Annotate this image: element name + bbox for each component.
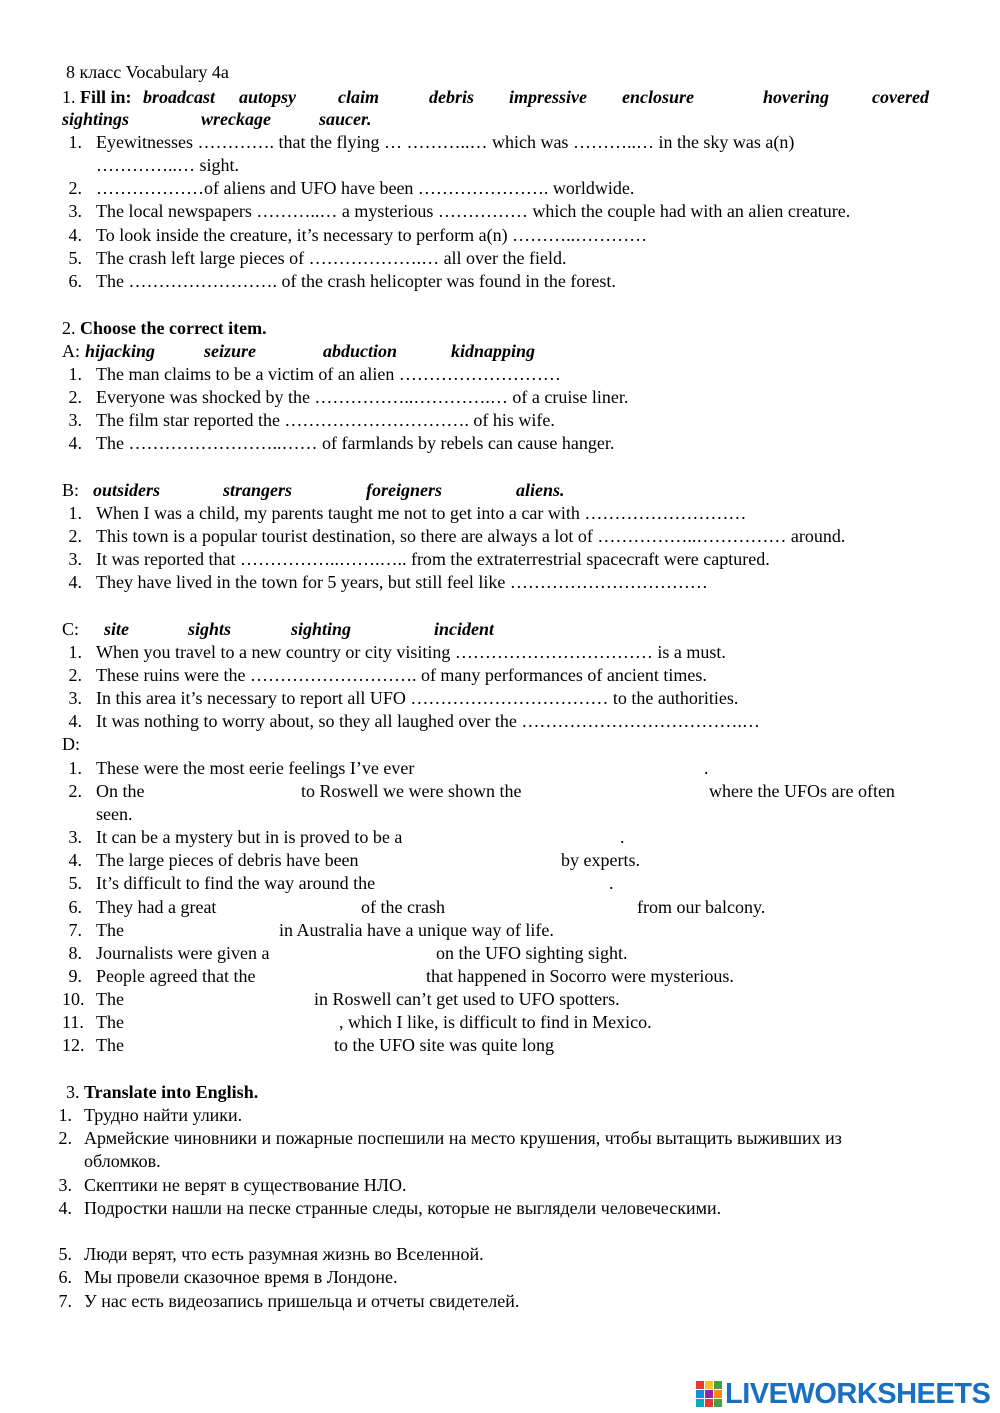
item-number: 2. <box>68 526 82 546</box>
item-number: 1. <box>58 1105 72 1125</box>
partA-item-text: The film star reported the …………………………. of his wife. <box>96 410 555 430</box>
word-bank-item: wreckage <box>201 109 271 129</box>
partC-item-text: These ruins were the ………………………. of many performances of ancient times. <box>96 665 707 685</box>
word-bank-item: claim <box>338 87 379 107</box>
item-number: 6. <box>58 1267 72 1287</box>
item-number: 4. <box>68 711 82 731</box>
task2-heading-line <box>62 317 267 339</box>
partD-item-text: in Roswell can’t get used to UFO spotters. <box>314 989 620 1009</box>
item-number: 3. <box>68 201 82 221</box>
word-bank-item: outsiders <box>93 480 161 500</box>
partD-item-text: These were the most eerie feelings I’ve ever <box>96 758 415 778</box>
partC-item-text: In this area it’s necessary to report all UFO …………………………… to the authorities. <box>96 688 739 708</box>
partB-item-text: It was reported that ……………..…….….. from the extraterrestrial spacecraft were captured. <box>96 549 770 569</box>
item-number: 1. <box>68 503 82 523</box>
partD-item-text: by experts. <box>561 850 640 870</box>
task3-heading: Translate into English. <box>84 1082 259 1102</box>
item-number: 7. <box>58 1291 72 1311</box>
item-number: 1. <box>68 642 82 662</box>
partD-item-text: to Roswell we were shown the <box>301 781 522 801</box>
word-bank-item: strangers <box>223 480 293 500</box>
task2-heading: Choose the correct item. <box>80 318 267 338</box>
task3-item-text: Скептики не верят в существование НЛО. <box>84 1175 407 1195</box>
word-bank-item: foreigners <box>366 480 442 500</box>
task3-item-text: Мы провели сказочное время в Лондоне. <box>84 1267 398 1287</box>
task3-heading-line <box>66 1081 258 1103</box>
partD-item-text: On the <box>96 781 145 801</box>
word-bank-item: impressive <box>509 87 587 107</box>
partD-item-text: seen. <box>96 804 133 824</box>
partC-label: C: <box>62 619 80 639</box>
task3-item-text: У нас есть видеозапись пришельца и отчеты свидетелей. <box>84 1291 520 1311</box>
partD-item-text: . <box>704 758 709 778</box>
item-number: 5. <box>68 873 82 893</box>
item-number: 4. <box>68 850 82 870</box>
partD-item-text: on the UFO sighting sight. <box>436 943 628 963</box>
item-number: 3. <box>68 688 82 708</box>
partB-item-text: They have lived in the town for 5 years, but still feel like …………………………… <box>96 572 708 592</box>
partD-item-text: from our balcony. <box>637 897 766 917</box>
partB-item-text: When I was a child, my parents taught me not to get into a car with ……………………… <box>96 503 747 523</box>
partD-item-text: where the UFOs are often <box>709 781 895 801</box>
task1-number: 1. <box>62 87 76 107</box>
task3-item-text: Люди верят, что есть разумная жизнь во Вселенной. <box>84 1244 484 1264</box>
task1-item-text: Eyewitnesses …………. that the flying … ………..… which was ………..… in the sky was a(n) <box>96 132 795 152</box>
item-number: 1. <box>68 132 82 152</box>
word-bank-item: saucer. <box>319 109 372 129</box>
partA-item-text: The man claims to be a victim of an alien ……………………… <box>96 364 561 384</box>
task2-number: 2. <box>62 318 76 338</box>
partD-item-text: that happened in Socorro were mysterious. <box>426 966 734 986</box>
task1-item-text: To look inside the creature, it’s necessary to perform a(n) ………..………… <box>96 225 648 245</box>
task1-item-text: ………………of aliens and UFO have been …………………. worldwide. <box>96 178 635 198</box>
task3-number: 3. <box>66 1082 80 1102</box>
word-bank-item: kidnapping <box>451 341 536 361</box>
word-bank-item: enclosure <box>622 87 694 107</box>
item-number: 4. <box>68 433 82 453</box>
word-bank-item: abduction <box>323 341 398 361</box>
word-bank-item: sighting <box>291 619 352 639</box>
partA-item-text: The ……………………..…… of farmlands by rebels can cause hanger. <box>96 433 615 453</box>
partD-item-text: The <box>96 1012 124 1032</box>
word-bank-item: sights <box>188 619 232 639</box>
item-number: 11. <box>62 1012 84 1032</box>
word-bank-item: aliens. <box>516 480 565 500</box>
item-number: 9. <box>68 966 82 986</box>
word-bank-item: sightings <box>62 109 130 129</box>
item-number: 3. <box>68 410 82 430</box>
partA-item-text: Everyone was shocked by the ……………..………….… of a cruise liner. <box>96 387 629 407</box>
word-bank-item: site <box>104 619 129 639</box>
item-number: 4. <box>68 225 82 245</box>
word-bank-item: incident <box>434 619 495 639</box>
word-bank-item: autopsy <box>239 87 297 107</box>
item-number: 4. <box>68 572 82 592</box>
item-number: 3. <box>68 827 82 847</box>
partD-item-text: They had a great <box>96 897 217 917</box>
item-number: 4. <box>58 1198 72 1218</box>
word-bank-item: debris <box>429 87 474 107</box>
partD-item-text: in Australia have a unique way of life. <box>279 920 554 940</box>
task3-item-text: Трудно найти улики. <box>84 1105 243 1125</box>
liveworksheets-logo-icon <box>696 1381 722 1407</box>
item-number: 8. <box>68 943 82 963</box>
item-number: 2. <box>68 178 82 198</box>
partD-item-text: Journalists were given a <box>96 943 270 963</box>
item-number: 2. <box>68 665 82 685</box>
partC-item-text: When you travel to a new country or city visiting …………………………… is a must. <box>96 642 726 662</box>
partD-item-text: of the crash <box>361 897 445 917</box>
task1-heading: Fill in: <box>80 87 132 107</box>
item-number: 7. <box>68 920 82 940</box>
item-number: 2. <box>68 387 82 407</box>
task3-item-text: Армейские чиновники и пожарные поспешили на место крушения, чтобы вытащить выживших из <box>84 1128 842 1148</box>
item-number: 1. <box>68 364 82 384</box>
task1-item-text: The local newspapers ………..… a mysterious …………… which the couple had with an alien creature. <box>96 201 851 221</box>
item-number: 5. <box>68 248 82 268</box>
item-number: 6. <box>68 897 82 917</box>
item-number: 5. <box>58 1244 72 1264</box>
word-bank-item: seizure <box>204 341 257 361</box>
word-bank-item: covered <box>872 87 929 107</box>
word-bank-item: broadcast <box>143 87 215 107</box>
word-bank-item: hovering <box>763 87 830 107</box>
partB-item-text: This town is a popular tourist destination, so there are always a lot of ……………..…………… around. <box>96 526 846 546</box>
item-number: 2. <box>58 1128 72 1148</box>
partD-item-text: The <box>96 1035 124 1055</box>
partD-label: D: <box>62 734 80 754</box>
partD-item-text: It can be a mystery but in is proved to be a <box>96 827 403 847</box>
task1-heading-line <box>62 86 132 108</box>
partC-item-text: It was nothing to worry about, so they all laughed over the ……………………………….… <box>96 711 760 731</box>
partD-item-text: , which I like, is difficult to find in Mexico. <box>339 1012 652 1032</box>
task3-item-text: обломков. <box>84 1151 161 1171</box>
task1-item-text: …………..… sight. <box>96 155 240 175</box>
partD-item-text: . <box>609 873 614 893</box>
partD-item-text: to the UFO site was quite long <box>334 1035 554 1055</box>
partD-item-text: It’s difficult to find the way around the <box>96 873 376 893</box>
logo-text: LIVEWORKSHEETS <box>725 1377 991 1410</box>
partD-item-text: People agreed that the <box>96 966 256 986</box>
task3-item-text: Подростки нашли на песке странные следы, которые не выглядели человеческими. <box>84 1198 722 1218</box>
partD-item-text: . <box>620 827 625 847</box>
task1-item-text: The crash left large pieces of ……………….… all over the field. <box>96 248 567 268</box>
item-number: 10. <box>62 989 85 1009</box>
partD-item-text: The <box>96 989 124 1009</box>
partD-item-text: The large pieces of debris have been <box>96 850 359 870</box>
task1-item-text: The ……………………. of the crash helicopter was found in the forest. <box>96 271 616 291</box>
item-number: 3. <box>58 1175 72 1195</box>
item-number: 12. <box>62 1035 85 1055</box>
item-number: 6. <box>68 271 82 291</box>
partB-label: B: <box>62 480 80 500</box>
item-number: 1. <box>68 758 82 778</box>
word-bank-item: hijacking <box>85 341 156 361</box>
partD-item-text: The <box>96 920 124 940</box>
item-number: 2. <box>68 781 82 801</box>
item-number: 3. <box>68 549 82 569</box>
partA-label: A: <box>62 341 80 361</box>
page-title: 8 класс Vocabulary 4a <box>66 62 229 82</box>
liveworksheets-logo[interactable] <box>696 1379 990 1409</box>
